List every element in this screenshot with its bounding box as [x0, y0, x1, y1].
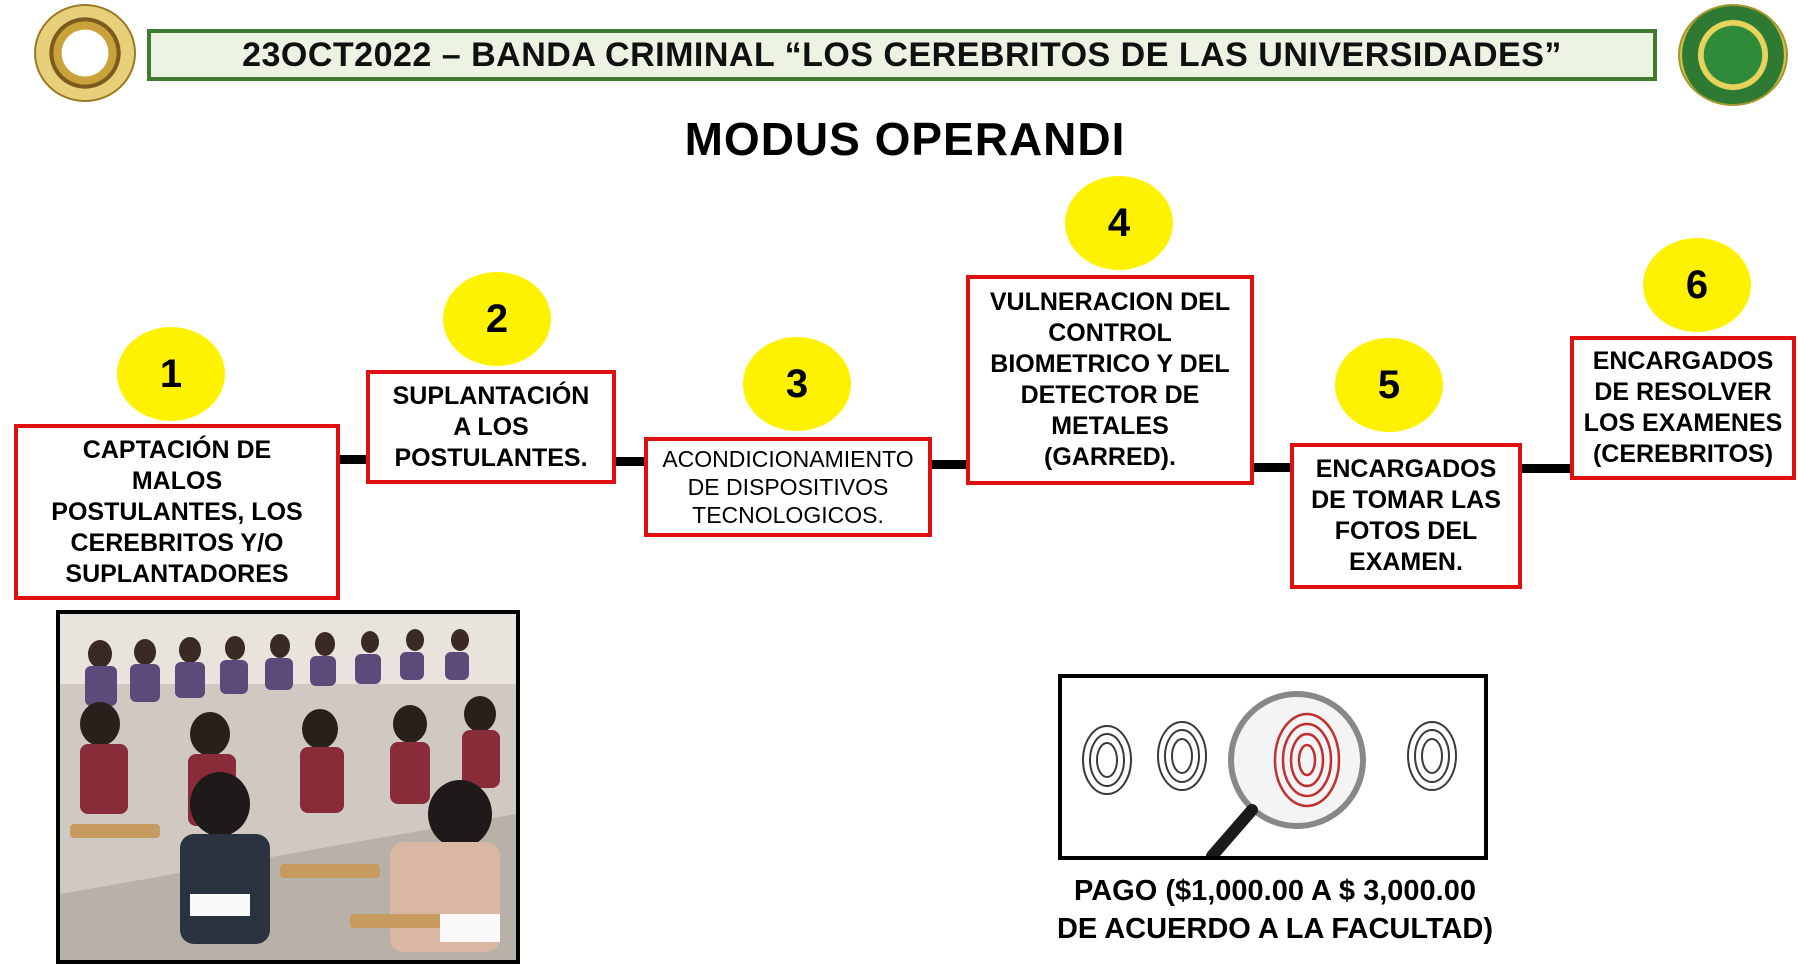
step-text-line: ENCARGADOS — [1592, 347, 1774, 375]
step-text-line: METALES — [1051, 412, 1169, 440]
step-text-line: (CEREBRITOS) — [1592, 440, 1774, 468]
payment-line-1: PAGO ($1,000.00 A $ 3,000.00 — [1074, 875, 1476, 907]
step-text-line: DETECTOR DE — [1020, 381, 1200, 409]
payment-line-2: DE ACUERDO A LA FACULTAD) — [1056, 913, 1494, 945]
step-text-line: CONTROL — [1048, 319, 1172, 347]
step-box-3 — [644, 437, 932, 537]
timeline-connector — [614, 457, 648, 466]
step-number-5: 5 — [1335, 338, 1443, 432]
dirincri-emblem-logo — [1678, 4, 1788, 106]
step-number-2: 2 — [443, 272, 551, 366]
step-text-line: TECNOLOGICOS. — [692, 502, 884, 528]
step-text-line: SUPLANTACIÓN — [392, 381, 590, 410]
step-box-1 — [14, 424, 340, 600]
step-text-line: VULNERACION DEL — [989, 288, 1231, 316]
step-text-line: EXAMEN. — [1349, 548, 1463, 576]
step-text-line: MALOS — [131, 466, 223, 495]
step-number-4: 4 — [1065, 176, 1173, 270]
step-box-5 — [1290, 443, 1522, 589]
step-text-line: ACONDICIONAMIENTO — [662, 446, 914, 472]
slide-title: 23OCT2022 – BANDA CRIMINAL “LOS CEREBRITOS DE LAS UNIVERSIDADES” — [147, 29, 1657, 81]
step-text-line: DE TOMAR LAS — [1311, 486, 1501, 514]
step-box-6 — [1570, 336, 1796, 480]
step-text-line: DE DISPOSITIVOS — [687, 474, 889, 500]
exam-room-photo — [56, 610, 520, 964]
step-text-line: CAPTACIÓN DE — [82, 435, 272, 464]
fingerprint-illustration — [1058, 674, 1488, 860]
timeline-connector — [928, 460, 968, 469]
police-emblem-logo — [34, 4, 136, 102]
step-text-line: CEREBRITOS Y/O — [70, 528, 284, 557]
step-number-6: 6 — [1643, 238, 1751, 332]
step-text-line: (GARRED). — [1044, 443, 1176, 471]
step-number-1: 1 — [117, 327, 225, 421]
step-number-3: 3 — [743, 337, 851, 431]
timeline-connector — [338, 455, 368, 464]
timeline-connector — [1520, 464, 1570, 473]
payment-note — [1000, 872, 1550, 948]
step-text-line: ENCARGADOS — [1315, 455, 1497, 483]
step-text-line: DE RESOLVER — [1594, 378, 1772, 406]
step-box-2 — [366, 370, 616, 484]
step-box-4 — [966, 275, 1254, 485]
step-text-line: FOTOS DEL — [1334, 517, 1478, 545]
timeline-connector — [1250, 463, 1292, 472]
step-text-line: A LOS — [453, 412, 529, 441]
step-text-line: POSTULANTES, LOS — [51, 497, 303, 526]
step-text-line: BIOMETRICO Y DEL — [990, 350, 1230, 378]
step-text-line: SUPLANTADORES — [65, 559, 289, 588]
slide-subtitle: MODUS OPERANDI — [684, 113, 1126, 165]
step-text-line: LOS EXAMENES — [1583, 409, 1783, 437]
step-text-line: POSTULANTES. — [394, 443, 588, 472]
